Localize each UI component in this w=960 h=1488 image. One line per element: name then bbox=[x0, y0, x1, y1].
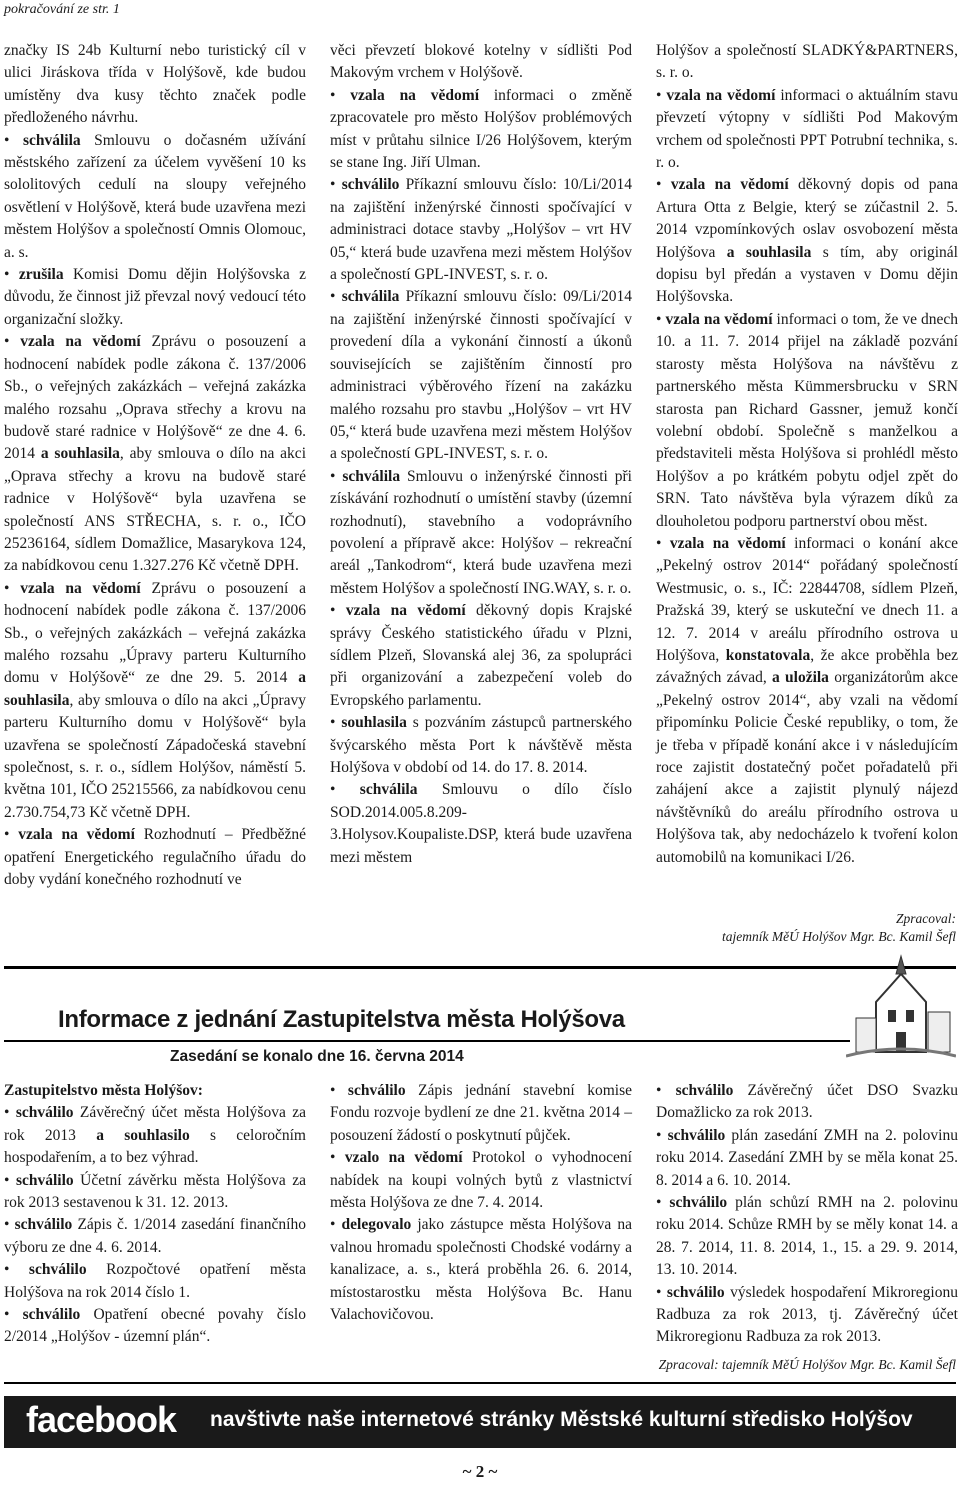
bold-phrase: schválilo bbox=[15, 1171, 74, 1189]
bold-phrase: delegovalo bbox=[341, 1216, 412, 1234]
bold-phrase: schválilo bbox=[15, 1104, 74, 1122]
bold-phrase: vzala na vědomí bbox=[350, 86, 479, 104]
paragraph-text: Protokol o vyhodnocení nabídek na koupi volných bytů z vlastnictví města Holýšova ze dne 7. 4. 2014. bbox=[330, 1149, 632, 1212]
bold-phrase: schválila bbox=[341, 288, 400, 306]
page-number: ~ 2 ~ bbox=[462, 1462, 498, 1481]
paragraph-text: Holýšov a společností SLADKÝ&PARTNERS, s. r. o. bbox=[656, 42, 958, 82]
paragraph-text: plán zasedání ZMH na 2. polovinu roku 2014. Zasedání ZMH by se měla konat 25. 8. 2014 a 6. 10. 2014. bbox=[656, 1126, 958, 1189]
facebook-banner-text: navštivte naše internetové stránky Městské kulturní středisko Holýšov bbox=[210, 1408, 913, 1431]
lower-column-2 bbox=[330, 1080, 632, 1326]
signature-name: tajemník MěÚ Holýšov Mgr. Bc. Kamil Šefl bbox=[722, 929, 956, 944]
paragraph bbox=[656, 533, 958, 869]
paragraph bbox=[656, 85, 958, 175]
town-hall-illustration bbox=[846, 952, 956, 1062]
paragraph-text: jako zástupce města Holýšova na valnou hromadu společnosti Chodské vodárny a kanalizace, a. s., která proběhla 26. 6. 2014, místostarostku města Holýšova Bc. Hanu Valachovičovou. bbox=[330, 1216, 632, 1324]
paragraph-text: Příkazní smlouvu číslo: 09/Li/2014 na zajištění inženýrské činnosti spočívající v provedení díla a vykonání činností a úkonů souvisejících se zajištěním činností pro administraci výběrového řízení na zakázku malého rozsahu pro stavbu „Holýšov – vrt HV 05,“ která bude uzavřena mezi městem Holýšov a společností GPL-INVEST, s. r. o. bbox=[330, 288, 632, 463]
paragraph-text: Smlouvu o dočasném užívání městského zařízení za účelem vyvěšení 10 ks sololitových cedulí na sloupy veřejného osvětlení v Holýšově, která bude uzavřena mezi městem Holýšov a společností Omnis Olomouc, a. s. bbox=[4, 131, 306, 261]
column-3 bbox=[656, 40, 958, 869]
paragraph bbox=[4, 40, 306, 130]
paragraph-text: Zápis č. 1/2014 zasedání finančního výboru ze dne 4. 6. 2014. bbox=[4, 1216, 306, 1256]
paragraph-text: Opatření obecné povahy číslo 2/2014 „Holýšov - územní plán“. bbox=[4, 1306, 306, 1346]
signature-label: Zpracoval: bbox=[896, 911, 956, 926]
bold-phrase: schválila bbox=[342, 467, 401, 485]
bold-phrase: schválilo bbox=[347, 1082, 406, 1099]
bold-phrase: vzala na vědomí bbox=[669, 534, 786, 552]
paragraph bbox=[4, 1259, 306, 1304]
bold-phrase: vzala na vědomí bbox=[670, 176, 789, 194]
paragraph bbox=[656, 174, 958, 308]
paragraph bbox=[330, 600, 632, 712]
paragraph-text: informaci o změně zpracovatele pro město Holýšov problémových míst v průtahu silnice I/26 Holýšovem, kterým se stane Ing. Jiří Ulman. bbox=[330, 86, 632, 172]
bold-phrase: a souhlasila bbox=[4, 669, 306, 709]
paragraph bbox=[656, 309, 958, 533]
paragraph bbox=[330, 174, 632, 286]
paragraph bbox=[4, 130, 306, 264]
paragraph-text: Rozhodnutí – Předběžné opatření Energetického regulačního úřadu do doby vydání konečného rozhodnutí ve bbox=[4, 826, 306, 889]
bold-phrase: schválilo bbox=[675, 1082, 734, 1099]
paragraph-text: výsledek hospodaření Mikroregionu Radbuza za rok 2013, tj. Závěrečný účet Mikroregionu Radbuza za rok 2013. bbox=[656, 1283, 958, 1346]
paragraph-text: Příkazní smlouvu číslo: 10/Li/2014 na zajištění inženýrské činnosti spočívající v administraci dotace stavby „Holýšov – vrt HV 05,“ která bude uzavřena mezi městem Holýšov a společností GPL-INVEST, s. r. o. bbox=[330, 176, 632, 284]
bold-phrase: a souhlasila bbox=[40, 445, 120, 463]
lower-column-1 bbox=[4, 1080, 306, 1349]
paragraph-text: plán schůzí RMH na 2. polovinu roku 2014. Schůze RMH by se měly konat 14. a 28. 7. 2014, 11. 8. 2014, 1., 15. a 29. 9. 2014, 13. 10. 2014. bbox=[656, 1194, 958, 1279]
paragraph bbox=[656, 1125, 958, 1192]
paragraph-text: děkovný dopis Krajské správy Českého statistického úřadu v Plzni, sídlem Plzeň, Slovanská alej 36, za spolupráci při organizování a zabezpečení voleb do Evropského parlamentu. bbox=[330, 602, 632, 709]
bold-phrase: konstatovala bbox=[725, 646, 811, 664]
bold-phrase: vzala na vědomí bbox=[20, 579, 141, 597]
column-1 bbox=[4, 40, 306, 891]
paragraph bbox=[330, 40, 632, 85]
paragraph bbox=[4, 1304, 306, 1349]
paragraph bbox=[4, 824, 306, 891]
bold-phrase: vzala na vědomí bbox=[666, 86, 776, 104]
paragraph bbox=[656, 1080, 958, 1125]
bold-phrase: a souhlasila bbox=[726, 243, 812, 261]
paragraph bbox=[4, 1214, 306, 1259]
bold-phrase: schválila bbox=[359, 781, 418, 799]
bold-phrase: schválila bbox=[22, 131, 81, 149]
paragraph bbox=[330, 1147, 632, 1214]
continuation-note: pokračování ze str. 1 bbox=[4, 2, 120, 17]
bold-phrase: vzalo na vědomí bbox=[344, 1149, 463, 1167]
paragraph bbox=[4, 578, 306, 824]
signature-bottom: Zpracoval: tajemník MěÚ Holýšov Mgr. Bc. Kamil Šefl bbox=[658, 1357, 956, 1372]
bold-phrase: vzala na vědomí bbox=[20, 333, 141, 351]
paragraph bbox=[656, 40, 958, 85]
paragraph-text: , aby smlouva o dílo na akci „Úpravy parteru Kulturního domu v Holýšově“ byla uzavřena se společností Západočeská stavební společnost, s. r. o., sídlem Holýšov, náměstí 5. května 101, IČO 25215566, za nabídkovou cenu 2.730.754,73 Kč včetně DPH. bbox=[4, 691, 306, 821]
paragraph bbox=[4, 1170, 306, 1215]
bold-phrase: schválilo bbox=[341, 176, 400, 194]
paragraph-text: Rozpočtové opatření města Holýšova na rok 2014 číslo 1. bbox=[4, 1261, 306, 1301]
facebook-logo: facebook bbox=[26, 1399, 177, 1440]
paragraph-text: Zprávu o posouzení a hodnocení nabídek podle zákona č. 137/2006 Sb., o veřejných zakázkách – veřejná zakázka malého rozsahu „Úpravy parteru Kulturního domu v Holýšově“ ze dne 29. 5. 2014 bbox=[4, 579, 306, 687]
signature-top bbox=[556, 910, 956, 946]
paragraph-text: , aby smlouva o dílo na akci „Oprava střechy a krovu na budově staré radnice v Holýšově“ byla uzavřena se společností ANS STŘECHA, s. r. o., IČO 25236164, sídlem Domažlice, Masarykova 124, za nabídkovou cenu 1.327.276 Kč včetně DPH. bbox=[4, 445, 306, 575]
paragraph-text: Účetní závěrku města Holýšova za rok 2013 sestavenou k 31. 12. 2013. bbox=[4, 1171, 306, 1212]
bold-phrase: vzala na vědomí bbox=[665, 310, 773, 328]
column-2 bbox=[330, 40, 632, 869]
bold-phrase: schválilo bbox=[666, 1283, 725, 1301]
facebook-banner[interactable] bbox=[4, 1396, 956, 1448]
paragraph-text: Zprávu o posouzení a hodnocení nabídek podle zákona č. 137/2006 Sb., o veřejných zakázkách – veřejná zakázka malého rozsahu „Oprava střechy a krovu na budově staré radnice v Holýšově“ ze dne 4. 6. 2014 bbox=[4, 333, 306, 463]
paragraph-text: s celoročním hospodařením, a to bez výhrad. bbox=[4, 1126, 306, 1167]
paragraph-text: děkovný dopis od pana Artura Otta z Belgie, který se zúčastnil 2. 5. 2014 vzpomínkových oslav osvobození města Holýšova bbox=[656, 176, 958, 261]
paragraph bbox=[330, 85, 632, 175]
bold-phrase: souhlasila bbox=[341, 714, 407, 732]
paragraph bbox=[4, 1080, 306, 1102]
paragraph-text: s tím, aby originál dopisu byl předán a vystaven v Domu dějin Holýšovska. bbox=[656, 243, 958, 306]
paragraph-text: informaci o konání akce „Pekelný ostrov 2014“ pořádaný společností Westmusic, o. s., IČ: 22844708, sídlem Plzeň, Pražská 39, který se uskuteční ve dnech 11. a 12. 7. 2014 v areálu přírodního ostrova u Holýšova, bbox=[656, 534, 958, 664]
paragraph-text: Komisi Domu dějin Holýšovska z důvodu, že činnost již převzal nový vedoucí této organizační složky. bbox=[4, 266, 306, 328]
paragraph bbox=[4, 331, 306, 577]
paragraph bbox=[330, 1080, 632, 1147]
paragraph-text: Závěrečný účet DSO Svazku Domažlicko za rok 2013. bbox=[656, 1082, 958, 1122]
paragraph bbox=[330, 779, 632, 869]
bold-phrase: schválilo bbox=[22, 1306, 81, 1324]
paragraph bbox=[330, 1214, 632, 1326]
paragraph bbox=[330, 286, 632, 465]
bold-phrase: vzala na vědomí bbox=[18, 826, 135, 844]
paragraph-text: , že akce proběhla bez závažných závad, bbox=[656, 646, 958, 687]
paragraph-text: Smlouvu o dílo číslo SOD.2014.005.8.209-3.Holysov.Koupaliste.DSP, která bude uzavřena mezi městem bbox=[330, 781, 632, 866]
heading-underline bbox=[4, 1040, 850, 1042]
paragraph-text: Smlouvu o inženýrské činnosti při získávání rozhodnutí o umístění stavby (územní rozhodnutí), stavebního a vodoprávního povolení a přípravě akce: Holýšov – rekreační areál „Tankodrom“, která bude uzavřena mezi městem Holýšov a společností ING.WAY, s. r. o. bbox=[330, 467, 632, 597]
bold-phrase: a uložila bbox=[771, 669, 829, 687]
bold-phrase: zrušila bbox=[18, 266, 64, 284]
paragraph-text: organizátorům akce „Pekelný ostrov 2014“, aby vzali na vědomí připomínku Policie České republiky, o tom, že je třeba v případě konání akce i v následujícím roce zajistit dostatečný počet pořadatelů při zahájení akce a zajistit plynulý nájezd návštěvníků do areálu přírodního ostrova u Holýšova tak, aby nedocházelo k tvoření kolon automobilů na komunikaci I/26. bbox=[656, 669, 958, 866]
paragraph-text: věci převzetí blokové kotelny v sídlišti Pod Makovým vrchem v Holýšově. bbox=[330, 42, 632, 82]
bold-phrase: Zastupitelstvo města Holýšov: bbox=[4, 1082, 203, 1099]
paragraph-text: Zápis jednání stavební komise Fondu rozvoje bydlení ze dne 21. května 2014 – posouzení žádostí o poskytnutí půjček. bbox=[330, 1082, 632, 1144]
bold-phrase: schválilo bbox=[28, 1261, 87, 1279]
section-heading: Informace z jednání Zastupitelstva města Holýšova bbox=[58, 1006, 625, 1033]
paragraph bbox=[656, 1192, 958, 1282]
lower-column-3 bbox=[656, 1080, 958, 1349]
paragraph bbox=[4, 264, 306, 331]
paragraph bbox=[656, 1282, 958, 1349]
paragraph bbox=[330, 712, 632, 779]
section-divider bbox=[4, 966, 956, 969]
bold-phrase: a souhlasilo bbox=[96, 1126, 190, 1144]
bold-phrase: vzala na vědomí bbox=[345, 602, 466, 620]
paragraph-text: informaci o aktuálním stavu převzetí výtopny v sídlišti Pod Makovým vrchem od společnosti PPT Potrubní technika, s. r. o. bbox=[656, 86, 958, 172]
paragraph-text: značky IS 24b Kulturní nebo turistický cíl v ulici Jiráskova třída v Holýšově, kde budou umístěny dva kusy těchto značek podle předloženého návrhu. bbox=[4, 42, 306, 127]
paragraph-text: s pozváním zástupců partnerského švýcarského města Port k návštěvě města Holýšova v období od 14. do 17. 8. 2014. bbox=[330, 714, 632, 776]
bold-phrase: schválilo bbox=[14, 1216, 73, 1234]
section-subheading: Zasedání se konalo dne 16. června 2014 bbox=[170, 1048, 464, 1065]
paragraph-text: Závěrečný účet města Holýšova za rok 2013 bbox=[4, 1104, 306, 1144]
paragraph bbox=[330, 466, 632, 600]
footer-divider bbox=[4, 1382, 956, 1384]
bold-phrase: schválilo bbox=[669, 1194, 728, 1212]
bold-phrase: schválilo bbox=[667, 1126, 726, 1144]
paragraph bbox=[4, 1102, 306, 1169]
paragraph-text: informaci o tom, že ve dnech 10. a 11. 7. 2014 přijel na základě pozvání starosty města Holýšova na návštěvu z partnerského města Kümmersbrucku v SRN starosta pan Richard Gassner, jemuž končí volební období. Společně s manželkou a představiteli města Holýšova si prohlédl město Holýšov a po krátkém pobytu odjel zpět do SRN. Tato návštěva byla výrazem díků za dlouholetou podporu partnerství obou měst. bbox=[656, 310, 958, 530]
